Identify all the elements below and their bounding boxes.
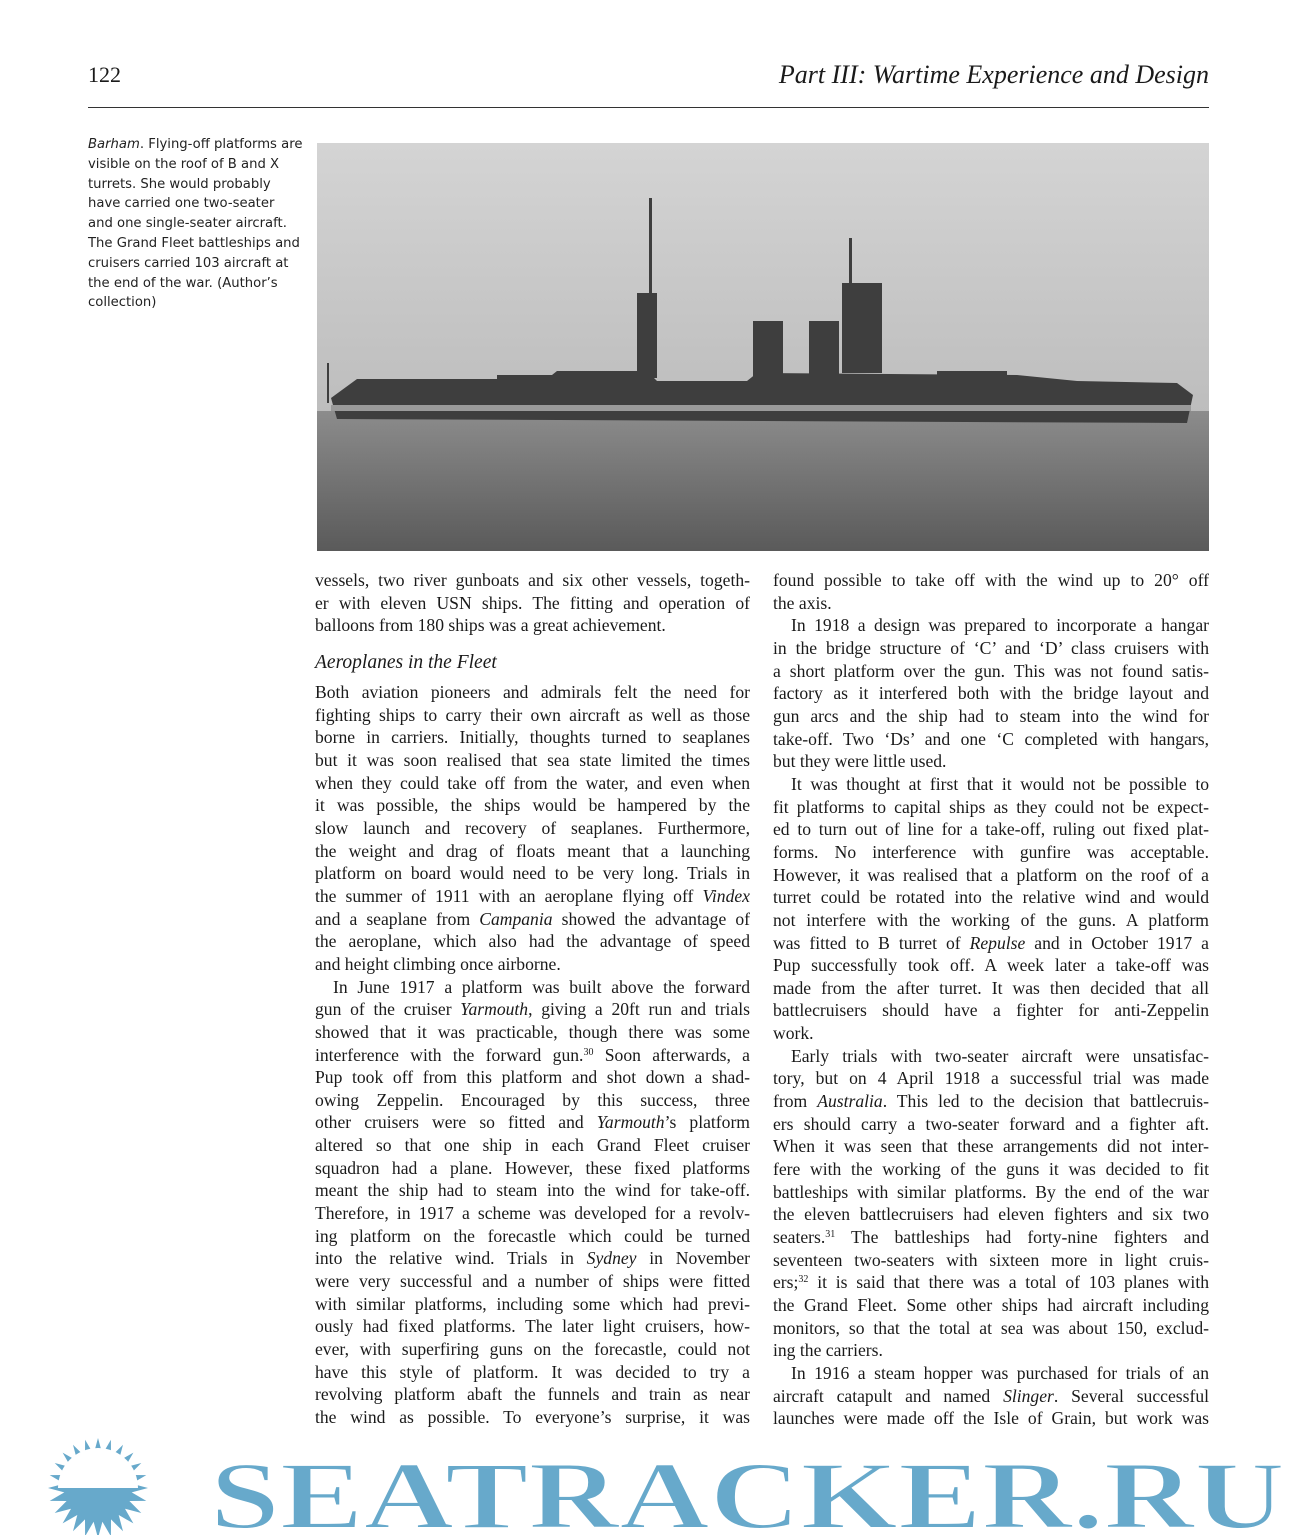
text-line: other cruisers were so fitted and Yarmouth’s platform <box>315 1112 750 1133</box>
text-line: monitors, so that the total at sea was about 150, exclud- <box>773 1317 1209 1338</box>
text-line: Therefore, in 1917 a scheme was developed for a revolv- <box>315 1203 750 1224</box>
caption-text: . Flying-off platforms are visible on the roof of B and X turrets. She would probably have carried one two-seater and one single-seater aircraft. The Grand Fleet battleships and cruisers carried 103 aircraft at the end of the war. (Author’s collection) <box>88 137 303 311</box>
watermark <box>0 1436 1299 1535</box>
text-line: found possible to take off with the wind up to 20° off <box>773 570 1209 590</box>
italic-title: Slinger <box>1003 1385 1054 1406</box>
left-column-body <box>315 681 750 1429</box>
text-line: ever, with superfiring guns on the forecastle, could not <box>315 1339 750 1360</box>
text-line: owing Zeppelin. Encouraged by this success, three <box>315 1089 750 1110</box>
text-line: from Australia. This led to the decision that battlecruis- <box>773 1091 1209 1112</box>
text-line: ed to turn out of line for a take-off, ruling out fixed plat- <box>773 819 1209 840</box>
text-line: the Grand Fleet. Some other ships had aircraft including <box>773 1295 1209 1315</box>
caption-ship-name: Barham <box>88 137 140 152</box>
text-line: er with eleven USN ships. The fitting and operation of <box>315 592 750 613</box>
text-line: gun of the cruiser Yarmouth, giving a 20ft run and trials <box>315 999 750 1020</box>
text-line: platform on board would need to be very long. Trials in <box>315 863 750 884</box>
ship-photograph <box>317 143 1209 551</box>
text-line: made from the after turret. It was then decided that all <box>773 977 1209 998</box>
text-line: ing the carriers. <box>773 1340 883 1361</box>
text-line: in the bridge structure of ‘C’ and ‘D’ class cruisers with <box>773 637 1209 658</box>
text-line: factory as it interfered both with the bridge layout and <box>773 683 1209 704</box>
text-line: work. <box>773 1023 814 1044</box>
text-line: seventeen two-seaters with sixteen more in light cruis- <box>773 1249 1209 1270</box>
text-line: and a seaplane from Campania showed the advantage of <box>315 908 750 929</box>
text-line: the weight and drag of floats meant that a launching <box>315 840 750 861</box>
text-line: ing platform on the forecastle which could be turned <box>315 1225 750 1246</box>
watermark-text: SEATRACKER.RU <box>210 1442 1285 1535</box>
section-heading: Aeroplanes in the Fleet <box>315 652 497 673</box>
text-line: it was possible, the ships would be hampered by the <box>315 795 750 816</box>
text-line: aircraft catapult and named Slinger. Several successful <box>773 1385 1209 1406</box>
text-line: battleships with similar platforms. By the end of the war <box>773 1181 1209 1202</box>
text-line: Pup took off from this platform and shot down a shad- <box>315 1067 750 1088</box>
text-line: showed that it was practicable, though there was some <box>315 1021 750 1042</box>
text-line: not interfere with the working of the guns. A platform <box>773 909 1209 930</box>
page-number: 122 <box>88 62 121 87</box>
text-line: ously had fixed platforms. The later light cruisers, how- <box>315 1316 750 1337</box>
text-line: but it was soon realised that sea state limited the times <box>315 749 750 770</box>
text-line: when they could take off from the water, and even when <box>315 772 750 793</box>
text-line: have this style of platform. It was decided to try a <box>315 1361 750 1382</box>
text-line: but they were little used. <box>773 751 947 772</box>
text-line: Early trials with two-seater aircraft were unsatisfac- <box>791 1045 1209 1066</box>
text-line: squadron had a plane. However, these fixed platforms <box>315 1157 750 1178</box>
footnote-ref: 30 <box>583 1046 594 1058</box>
text-line: meant the ship had to steam into the wind for take-off. <box>315 1180 750 1201</box>
text-line: the wind as possible. To everyone’s surprise, it was <box>315 1407 750 1427</box>
text-line: fighting ships to carry their own aircraft as well as those <box>315 704 750 725</box>
text-line: However, it was realised that a platform on the roof of a <box>773 864 1209 885</box>
text-line: interference with the forward gun.$^{30}$ Soon afterwards, a <box>315 1044 750 1065</box>
sun-logo-icon <box>48 1438 148 1535</box>
text-line: vessels, two river gunboats and six other vessels, togeth- <box>315 570 750 590</box>
text-line: borne in carriers. Initially, thoughts turned to seaplanes <box>315 727 750 748</box>
text-line: a short platform over the gun. This was not found satis- <box>773 660 1209 681</box>
text-line: battlecruisers should have a fighter for anti-Zeppelin <box>773 1000 1209 1021</box>
text-line: the eleven battlecruisers had eleven fighters and six two <box>773 1204 1209 1225</box>
text-line: with similar platforms, including some which had previ- <box>315 1293 750 1314</box>
text-line: Both aviation pioneers and admirals felt the need for <box>315 682 750 702</box>
text-line: into the relative wind. Trials in Sydney in November <box>315 1248 751 1269</box>
italic-title: Campania <box>479 908 553 929</box>
text-line: gun arcs and the ship had to steam into the wind for <box>773 705 1209 726</box>
text-line: was fitted to B turret of Repulse and in October 1917 a <box>773 932 1209 953</box>
italic-title: Vindex <box>702 885 750 906</box>
footnote-ref: 31 <box>825 1229 836 1241</box>
left-column-intro <box>315 569 750 637</box>
text-line: When it was seen that these arrangements did not inter- <box>773 1136 1209 1157</box>
text-line: In June 1917 a platform was built above the forward <box>333 976 750 997</box>
text-line: ers should carry a two-seater forward and a fighter aft. <box>773 1113 1209 1134</box>
italic-title: Yarmouth <box>596 1112 665 1133</box>
text-line: In 1918 a design was prepared to incorporate a hangar <box>791 615 1209 636</box>
text-line: and height climbing once airborne. <box>315 953 561 974</box>
italic-title: Repulse <box>969 932 1026 953</box>
text-line: altered so that one ship in each Grand Fleet cruiser <box>315 1135 750 1156</box>
text-line: Pup successfully took off. A week later a take-off was <box>773 955 1209 976</box>
text-line: the summer of 1911 with an aeroplane flying off Vindex <box>315 885 750 906</box>
text-line: ers;$^{32}$ it is said that there was a total of 103 planes with <box>773 1272 1209 1293</box>
photo-caption <box>88 135 303 313</box>
italic-title: Sydney <box>586 1248 637 1269</box>
text-line: It was thought at first that it would not be possible to <box>791 773 1209 794</box>
text-line: seaters.$^{31}$ The battleships had forty-nine fighters and <box>773 1227 1209 1248</box>
text-line: were very successful and a number of ships were fitted <box>315 1271 750 1292</box>
text-line: take-off. Two ‘Ds’ and one ‘C completed with hangars, <box>773 728 1209 749</box>
right-column <box>773 569 1209 1430</box>
text-line: balloons from 180 ships was a great achievement. <box>315 615 666 636</box>
text-line: slow launch and recovery of seaplanes. Furthermore, <box>315 817 750 838</box>
text-line: turret could be rotated into the relative wind and would <box>773 887 1209 908</box>
text-line: In 1916 a steam hopper was purchased for trials of an <box>791 1362 1209 1383</box>
header-rule <box>88 107 1209 108</box>
text-line: forms. No interference with gunfire was acceptable. <box>773 841 1209 862</box>
text-line: tory, but on 4 April 1918 a successful trial was made <box>773 1068 1209 1089</box>
italic-title: Australia <box>817 1091 883 1112</box>
text-line: the axis. <box>773 592 832 613</box>
text-line: launches were made off the Isle of Grain, but work was <box>773 1408 1209 1429</box>
text-line: fere with the working of the guns it was decided to fit <box>773 1159 1209 1180</box>
text-line: the aeroplane, which also had the advantage of speed <box>315 931 750 952</box>
footnote-ref: 32 <box>798 1274 809 1286</box>
text-line: revolving platform abaft the funnels and train as near <box>315 1384 750 1405</box>
running-title: Part III: Wartime Experience and Design <box>778 60 1209 89</box>
text-line: fit platforms to capital ships as they could not be expect- <box>773 796 1209 817</box>
italic-title: Yarmouth <box>460 999 529 1020</box>
